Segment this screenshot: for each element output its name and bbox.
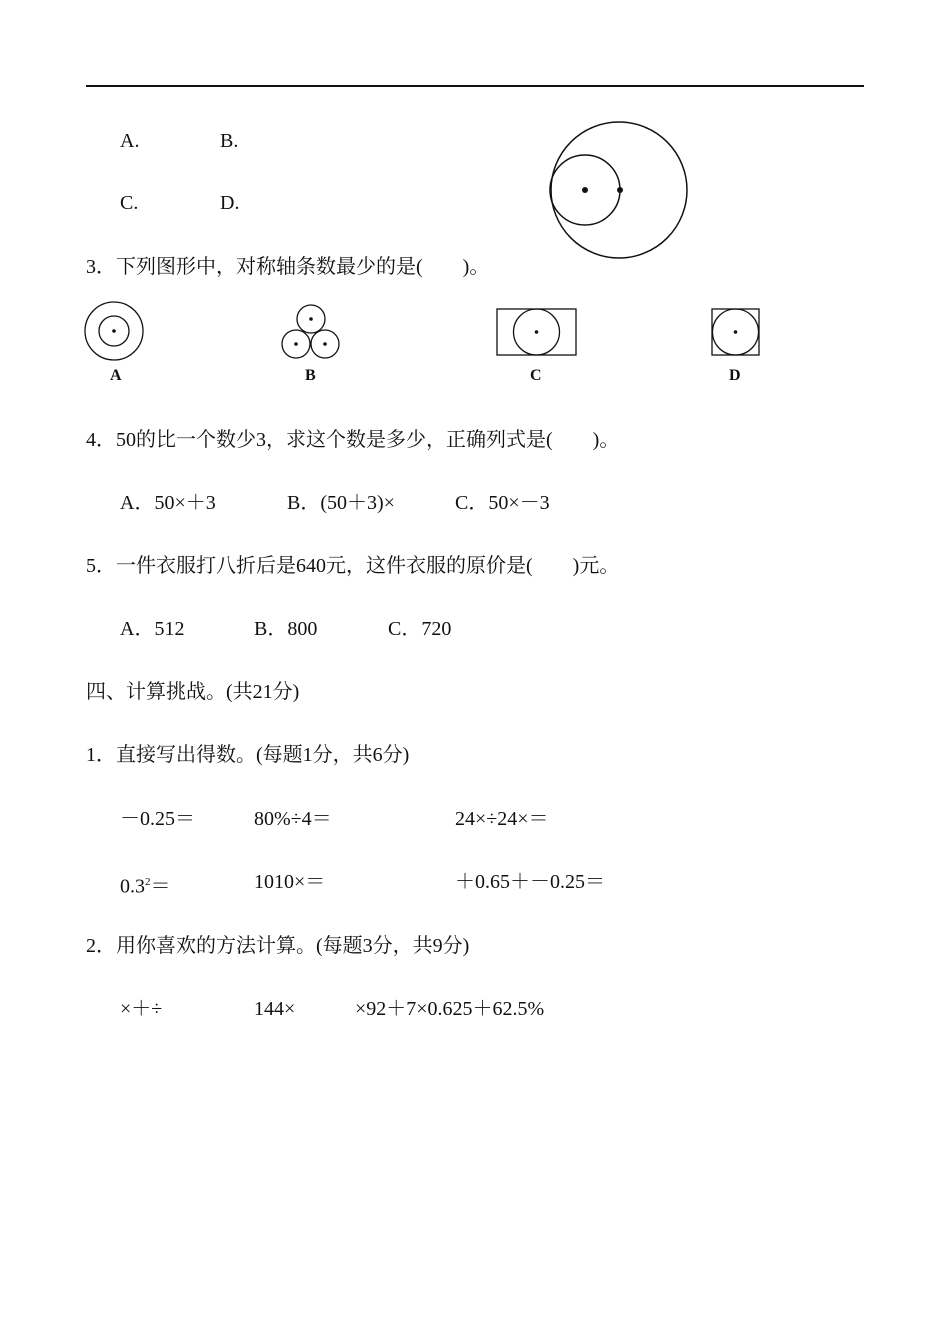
q3-figure-a: [84, 300, 146, 362]
method-calc-1: ×＋÷: [120, 998, 163, 1020]
method-calc-3: ×92＋7×0.625＋62.5%: [355, 998, 545, 1020]
section-4-part-2-stem: 2．用你喜欢的方法计算。(每题3分，共9分): [86, 935, 470, 957]
q5-option-b: B．800: [254, 618, 318, 640]
header-rule: [86, 85, 864, 87]
section-4-part-1-stem: 1．直接写出得数。(每题1分，共6分): [86, 744, 410, 766]
calc-2-1-base: 0.3: [120, 875, 145, 898]
large-circle-center-dot: [617, 187, 623, 193]
calc-2-3: ＋0.65＋－0.25＝: [455, 871, 605, 893]
q3-stem: 3．下列图形中，对称轴条数最少的是( )。: [86, 256, 490, 278]
small-circle-center-dot: [582, 187, 588, 193]
q3-figure-b-label: B: [305, 367, 316, 384]
q5-option-a: A．512: [120, 618, 185, 640]
q4-option-b: B．(50＋3)×: [287, 492, 395, 514]
q2-option-b: B.: [220, 130, 239, 152]
q3-figure-c: [496, 308, 578, 356]
calc-2-2: 1010×＝: [254, 871, 326, 893]
calc-2-1-equals: ＝: [150, 875, 171, 898]
calc-2-1-exponent: 2: [145, 876, 151, 888]
q3-figure-d: [711, 308, 761, 356]
q2-option-c: C.: [120, 192, 139, 214]
method-calc-2: 144×: [254, 998, 296, 1020]
q3-figure-c-label: C: [530, 367, 542, 384]
q4-option-c: C．50×－3: [455, 492, 550, 514]
q3-figure-b: [278, 300, 344, 360]
calc-1-1: －0.25＝: [120, 808, 195, 830]
section-4-title: 四、计算挑战。(共21分): [86, 681, 300, 703]
q4-option-a: A．50×＋3: [120, 492, 216, 514]
q3-figure-a-label: A: [110, 367, 122, 384]
q2-option-a: A.: [120, 130, 140, 152]
q2-option-d: D.: [220, 192, 240, 214]
calc-1-3: 24×÷24×＝: [455, 808, 549, 830]
q3-figure-d-label: D: [729, 367, 741, 384]
q2-circles-figure: [545, 118, 695, 264]
q5-option-c: C．720: [388, 618, 452, 640]
calc-1-2: 80%÷4＝: [254, 808, 332, 830]
q5-stem: 5．一件衣服打八折后是640元，这件衣服的原价是( )元。: [86, 555, 620, 577]
calc-2-1: [120, 870, 171, 899]
q4-stem: 4．50的比一个数少3，求这个数是多少，正确列式是( )。: [86, 429, 620, 451]
